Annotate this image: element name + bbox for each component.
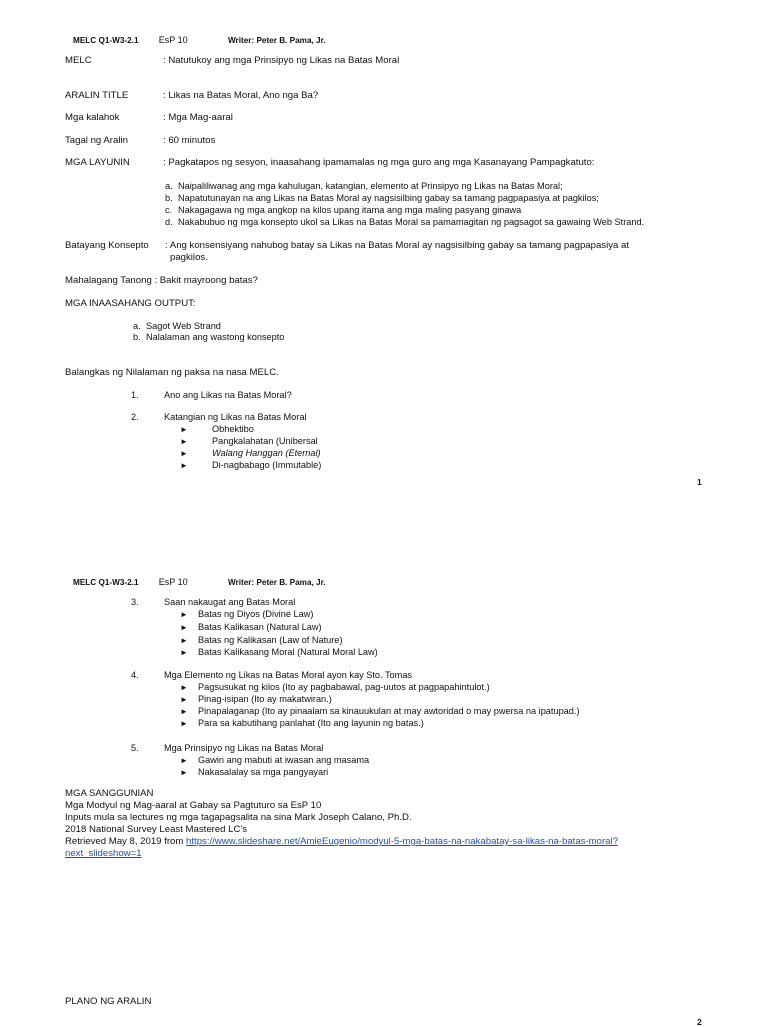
arrow-bullet-icon: ► [180,610,188,619]
outline-item: 3. Saan nakaugat ang Batas Moral [131,597,296,607]
title-value: : Likas na Batas Moral, Ano nga Ba? [163,90,319,101]
element-item: ► Pinag-isipan (Ito ay makatwiran.) [180,694,332,704]
outline-item: 2. Katangian ng Likas na Batas Moral [131,412,307,422]
concept-label: Batayang Konsepto [65,240,149,251]
characteristic-item: ► Di-nagbabago (Immutable) [180,460,322,470]
arrow-bullet-icon: ► [180,623,188,632]
root-item: ► Batas Kalikasan (Natural Law) [180,622,322,632]
duration-label: Tagal ng Aralin [65,135,128,146]
outline-item: 4. Mga Elemento ng Likas na Batas Moral ayon kay Sto. Tomas [131,670,413,680]
page1-header [73,35,326,46]
reference-retrieved: Retrieved May 8, 2019 from https://www.slideshare.net/AmieEugenio/modyul-5-mga-batas-na-nakabatay-sa-likas-na-batas-moral? [65,836,618,847]
lesson-code: MELC Q1-W3-2.1 [73,578,139,587]
element-item: ► Pinapalaganap (Ito ay pinaalam sa kinauukulan at may awtoridad o may pwersa na ipatupad.) [180,706,580,716]
arrow-bullet-icon: ► [180,449,188,458]
duration-value: : 60 minutos [163,135,216,146]
arrow-bullet-icon: ► [180,648,188,657]
lesson-code: MELC Q1-W3-2.1 [73,36,139,45]
concept-line2: pagkilos. [170,252,208,263]
references-heading: MGA SANGGUNIAN [65,788,154,799]
reference-line: 2018 National Survey Least Mastered LC's [65,824,248,835]
concept-line1: : Ang konsensiyang nahubog batay sa Likas na Batas Moral ay nagsisilbing gabay sa tamang pagpapasiya at [165,240,630,251]
outline-heading: Balangkas ng Nilalaman ng paksa na nasa MELC. [65,367,279,378]
arrow-bullet-icon: ► [180,719,188,728]
element-item: ► Para sa kabutihang panlahat (Ito ang layunin ng batas.) [180,718,424,728]
writer: Writer: Peter B. Pama, Jr. [227,36,326,45]
element-item: ► Pagsusukat ng kilos (Ito ay pagbabawal, pag-uutos at pagpapahintulot.) [180,682,490,692]
objective-item: b. Napatutunayan na ang Likas na Batas Moral ay nagsisilbing gabay sa tamang pagpapasiya at pagkilos; [165,193,599,203]
arrow-bullet-icon: ► [180,437,188,446]
reference-line: Mga Modyul ng Mag-aaral at Gabay sa Pagtuturo sa EsP 10 [65,800,322,811]
participants-value: : Mga Mag-aaral [163,112,233,123]
root-item: ► Batas ng Diyos (Divine Law) [180,609,314,619]
characteristic-item: ► Walang Hanggan (Eternal) [180,448,321,458]
arrow-bullet-icon: ► [180,695,188,704]
reference-line: Inputs mula sa lectures ng mga tagapagsalita na sina Mark Joseph Calano, Ph.D. [65,812,412,823]
outline-item: 1. Ano ang Likas na Batas Moral? [131,390,292,400]
page-number-1: 1 [697,477,702,487]
reference-link[interactable]: https://www.slideshare.net/AmieEugenio/modyul-5-mga-batas-na-nakabatay-sa-likas-na-batas-moral? [186,836,618,847]
outline-item: 5. Mga Prinsipyo ng Likas na Batas Moral [131,743,324,753]
arrow-bullet-icon: ► [180,425,188,434]
reference-link-continued [65,848,142,860]
participants-label: Mga kalahok [65,112,120,123]
footer-title: PLANO NG ARALIN [65,996,152,1007]
melc-value: : Natutukoy ang mga Prinsipyo ng Likas na Batas Moral [163,55,400,66]
root-item: ► Batas Kalikasang Moral (Natural Moral Law) [180,647,378,657]
page-number-2: 2 [697,1017,702,1027]
principle-item: ► Gawin ang mabuti at iwasan ang masama [180,755,370,765]
title-label: ARALIN TITLE [65,90,129,101]
writer: Writer: Peter B. Pama, Jr. [227,578,326,587]
arrow-bullet-icon: ► [180,683,188,692]
arrow-bullet-icon: ► [180,768,188,777]
reference-link[interactable]: next_slideshow=1 [65,848,142,859]
arrow-bullet-icon: ► [180,636,188,645]
objectives-label: MGA LAYUNIN [65,157,130,168]
essential-question: Mahalagang Tanong : Bakit mayroong batas? [65,275,258,286]
root-item: ► Batas ng Kalikasan (Law of Nature) [180,635,343,645]
output-item: b. Nalalaman ang wastong konsepto [133,332,285,342]
page2-header [73,577,326,588]
subject: EsP 10 [158,35,188,45]
arrow-bullet-icon: ► [180,707,188,716]
subject: EsP 10 [158,577,188,587]
objective-item: d. Nakabubuo ng mga konsepto ukol sa Likas na Batas Moral sa pamamagitan ng pagsagot sa gawaing Web Strand. [165,217,645,227]
objective-item: a. Naipaliliwanag ang mga kahulugan, katangian, elemento at Prinsipyo ng Likas na Batas Moral; [165,181,563,191]
melc-label: MELC [65,55,92,66]
characteristic-item: ► Pangkalahatan (Unibersal [180,436,318,446]
output-item: a. Sagot Web Strand [133,321,221,331]
characteristic-item: ► Obhektibo [180,424,254,434]
objective-item: c. Nakagagawa ng mga angkop na kilos upang itama ang mga maling pasyang ginawa [165,205,522,215]
arrow-bullet-icon: ► [180,461,188,470]
objectives-value: : Pagkatapos ng sesyon, inaasahang ipamamalas ng mga guro ang mga Kasanayang Pampagkatuto: [163,157,595,168]
outputs-heading: MGA INAASAHANG OUTPUT: [65,298,196,309]
arrow-bullet-icon: ► [180,756,188,765]
principle-item: ► Nakasalalay sa mga pangyayari [180,767,329,777]
